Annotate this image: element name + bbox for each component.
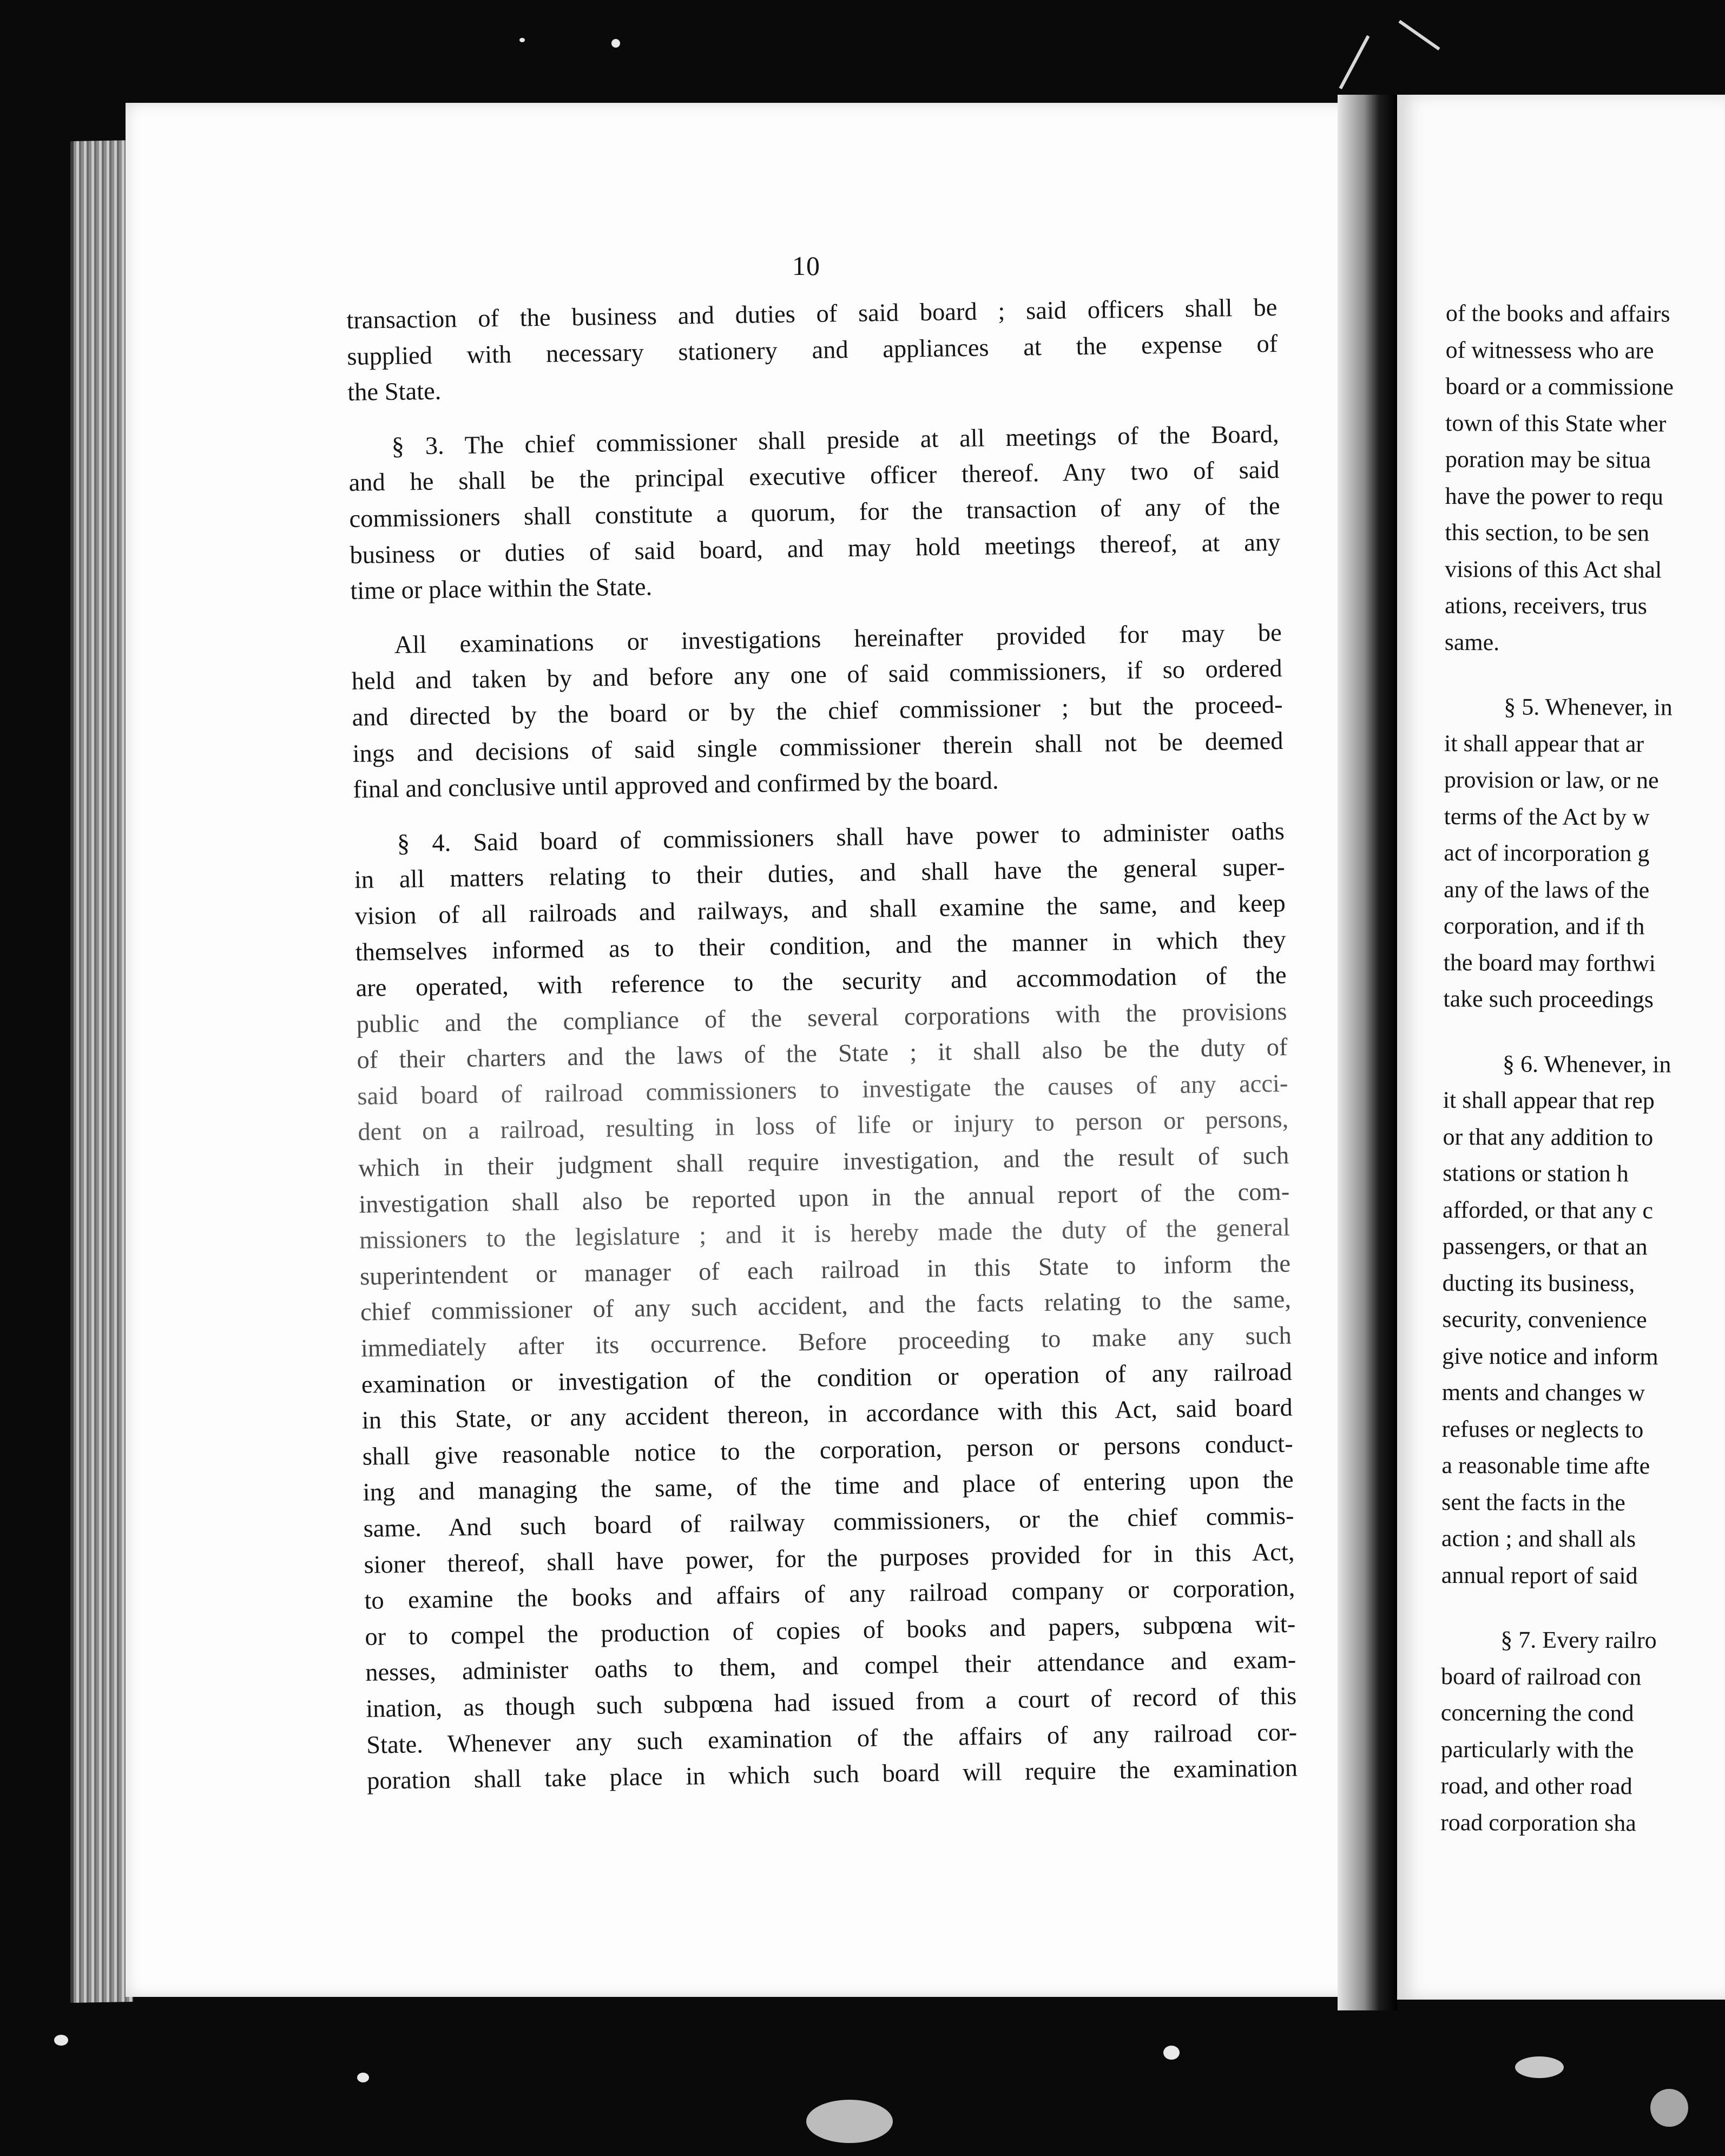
book-gutter — [1338, 95, 1397, 2010]
film-speck — [611, 39, 620, 48]
text-line: stations or station h — [1443, 1159, 1629, 1187]
text-line: annual report of said — [1441, 1561, 1638, 1589]
text-line: the board may forthwi — [1443, 949, 1656, 976]
text-line: sent the facts in the — [1441, 1488, 1625, 1516]
text-line: and directed by the board or by the chief commissioner ; but the proceed- — [352, 691, 1283, 732]
text-line: same. — [1444, 628, 1500, 655]
text-line: afforded, or that any c — [1443, 1196, 1654, 1224]
text-line: this section, to be sen — [1445, 518, 1650, 547]
text-line: same. And such board of railway commissioners, or the chief commis- — [363, 1502, 1294, 1543]
text-line: § 5. Whenever, in — [1504, 693, 1673, 721]
page-number: 10 — [792, 251, 820, 281]
text-line: particularly with the — [1440, 1736, 1634, 1763]
film-speck — [357, 2073, 369, 2082]
text-line: ations, receivers, trus — [1444, 591, 1647, 620]
right-page-text — [1440, 295, 1725, 1870]
text-line: chief commissioner of any such accident, and the facts relating to the same, — [360, 1286, 1292, 1327]
text-line: act of incorporation g — [1444, 839, 1650, 867]
text-line: § 6. Whenever, in — [1502, 1050, 1671, 1077]
text-line: § 3. The chief commissioner shall preside at all meetings of the Board, — [391, 420, 1279, 461]
text-line: transaction of the business and duties of said board ; said officers shall be — [346, 293, 1278, 334]
text-line: missioners to the legislature ; and it is hereby made the duty of the general — [359, 1214, 1291, 1255]
text-line: town of this State wher — [1445, 409, 1667, 437]
text-line: business or duties of said board, and may hold meetings thereof, at any — [350, 528, 1281, 569]
text-line: of their charters and the laws of the State ; it shall also be the duty of — [357, 1034, 1288, 1075]
film-speck — [1515, 2056, 1564, 2078]
text-line: terms of the Act by w — [1444, 803, 1650, 830]
text-line: in this State, or any accident thereon, in accordance with this Act, said board — [361, 1394, 1293, 1435]
film-speck — [519, 38, 525, 42]
right-paragraph-section-6 — [1441, 1045, 1725, 1594]
right-page — [1397, 95, 1725, 2000]
text-line: visions of this Act shal — [1445, 555, 1662, 583]
text-line: of the books and affairs — [1445, 299, 1670, 327]
paragraph-examinations — [351, 615, 1283, 808]
text-line: concerning the cond — [1440, 1699, 1634, 1727]
text-line: § 7. Every railro — [1500, 1626, 1657, 1654]
text-line: the State. — [347, 377, 442, 407]
text-line: ing and managing the same, of the time and place of entering upon the — [363, 1466, 1294, 1507]
text-line: final and conclusive until approved and confirmed by the board. — [353, 767, 999, 804]
paragraph-continuation — [346, 290, 1279, 411]
text-line: ducting its business, — [1442, 1269, 1635, 1297]
text-line: refuses or neglects to — [1441, 1415, 1644, 1443]
text-line: time or place within the State. — [350, 573, 653, 606]
text-line: action ; and shall als — [1441, 1524, 1636, 1553]
text-line: ination, as though such subpœna had issued from a court of record of this — [365, 1682, 1297, 1723]
right-paragraph-continuation — [1445, 295, 1725, 662]
text-line: security, convenience — [1442, 1305, 1647, 1333]
text-line: in all matters relating to their duties, and shall have the general super- — [354, 853, 1286, 895]
text-line: to examine the books and affairs of any railroad company or corporation, — [364, 1574, 1295, 1615]
text-line: supplied with necessary stationery and appliances at the expense of — [347, 330, 1278, 371]
text-line: dent on a railroad, resulting in loss of life or injury to person or persons, — [358, 1106, 1289, 1147]
text-line: nesses, administer oaths to them, and compel their attendance and exam- — [365, 1646, 1296, 1687]
text-line: have the power to requ — [1445, 482, 1663, 510]
paragraph-section-4 — [354, 814, 1298, 1800]
text-line: which in their judgment shall require investigation, and the result of such — [358, 1141, 1289, 1182]
film-speck — [806, 2100, 893, 2143]
text-line: a reasonable time afte — [1441, 1451, 1650, 1480]
text-line: ments and changes w — [1441, 1378, 1645, 1406]
text-line: investigation shall also be reported upon in the annual report of the com- — [358, 1178, 1290, 1219]
text-line: All examinations or investigations hereinafter provided for may be — [394, 619, 1282, 659]
text-line: provision or law, or ne — [1444, 766, 1659, 794]
text-line: immediately after its occurrence. Before proceeding to make any such — [360, 1322, 1292, 1363]
text-line: board of railroad con — [1441, 1662, 1642, 1690]
right-paragraph-section-5 — [1443, 688, 1725, 1018]
text-line: road corporation sha — [1440, 1809, 1636, 1836]
page-edge-stack — [70, 140, 133, 2003]
text-line: give notice and inform — [1442, 1342, 1658, 1370]
text-line: poration shall take place in which such board will require the examination — [366, 1754, 1298, 1795]
text-line: board or a commissione — [1445, 372, 1674, 400]
right-paragraph-section-7 — [1440, 1621, 1725, 1842]
text-line: public and the compliance of the several corporations with the provisions — [356, 997, 1287, 1038]
text-line: it shall appear that rep — [1443, 1086, 1655, 1114]
text-line: sioner thereof, shall have power, for the purposes provided for in this Act, — [364, 1538, 1295, 1579]
text-line: and he shall be the principal executive officer thereof. Any two of said — [348, 456, 1280, 497]
text-line: of witnessess who are — [1445, 336, 1654, 364]
left-page-text — [346, 290, 1298, 1818]
film-speck — [1163, 2046, 1180, 2060]
text-line: corporation, and if th — [1443, 912, 1645, 940]
film-speck — [1650, 2089, 1688, 2127]
text-line: or to compel the production of copies of books and papers, subpœna wit- — [365, 1610, 1296, 1651]
crop-mark — [1398, 20, 1440, 51]
text-line: ings and decisions of said single commissioner therein shall not be deemed — [352, 727, 1283, 768]
text-line: poration may be situa — [1445, 445, 1651, 474]
text-line: or that any addition to — [1443, 1123, 1654, 1151]
text-line: road, and other road — [1440, 1772, 1632, 1800]
text-line: said board of railroad commissioners to investigate the causes of any acci- — [357, 1069, 1288, 1110]
text-line: examination or investigation of the condition or operation of any railroad — [361, 1358, 1293, 1399]
text-line: § 4. Said board of commissioners shall have power to administer oaths — [397, 817, 1285, 858]
film-speck — [54, 2035, 68, 2046]
text-line: take such proceedings — [1443, 985, 1654, 1013]
text-line: are operated, with reference to the security and accommodation of the — [355, 961, 1287, 1002]
text-line: vision of all railroads and railways, and shall examine the same, and keep — [354, 889, 1286, 930]
text-line: shall give reasonable notice to the corporation, person or persons conduct- — [362, 1430, 1293, 1471]
text-line: themselves informed as to their condition, and the manner in which they — [355, 925, 1286, 967]
text-line: passengers, or that an — [1442, 1232, 1648, 1260]
paragraph-section-3 — [348, 417, 1281, 610]
text-line: it shall appear that ar — [1444, 729, 1644, 757]
text-line: any of the laws of the — [1444, 876, 1650, 903]
text-line: State. Whenever any such examination of the affairs of any railroad cor- — [366, 1718, 1298, 1759]
text-line: held and taken by and before any one of said commissioners, if so ordered — [351, 655, 1282, 696]
crop-mark — [1339, 35, 1370, 89]
text-line: superintendent or manager of each railroad in this State to inform the — [359, 1250, 1291, 1291]
text-line: commissioners shall constitute a quorum, for the transaction of any of the — [349, 492, 1280, 533]
